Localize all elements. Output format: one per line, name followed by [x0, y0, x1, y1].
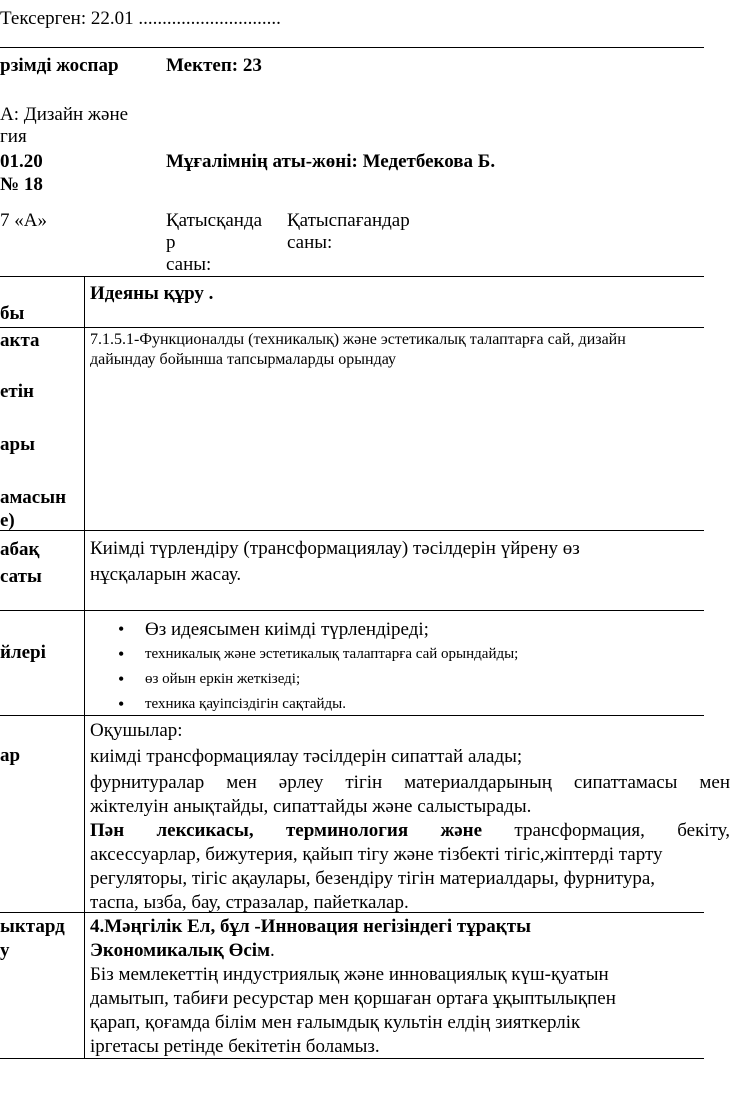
objectives-label: амасын	[0, 487, 67, 508]
objectives-label: е)	[0, 510, 15, 531]
objectives-label: ары	[0, 434, 35, 455]
criteria-text: регуляторы, тігіс ақаулары, безендіру тігін материалдары, фурнитура,	[90, 868, 656, 889]
class-label: 7 «А»	[0, 210, 47, 231]
list-item: • техника қауіпсіздігін сақтайды.	[118, 692, 518, 717]
values-label: ыктард	[0, 916, 65, 937]
values-title-line2	[90, 940, 275, 962]
list-item: • өз ойын еркін жеткізеді;	[118, 667, 518, 692]
values-title-dot: .	[270, 940, 275, 961]
absent-count-label: саны:	[287, 232, 333, 253]
table-bottom-border	[0, 1058, 84, 1059]
present-count-label: саны:	[166, 254, 212, 275]
lexicon-terms: трансформация, бекіту,	[482, 820, 730, 841]
lesson-goal-label: саты	[0, 566, 42, 587]
checked-by-line: Тексерген: 22.01 ..............................	[0, 8, 281, 29]
criteria-text: фурнитуралар мен әрлеу тігін материалдарының сипаттамасы мен	[90, 772, 730, 793]
list-item: • Өз идеясымен киімді түрлендіреді;	[118, 617, 518, 642]
objective-text: 7.1.5.1-Функционалды (техникалық) және эстетикалық талаптарға сай, дизайн	[90, 331, 626, 348]
absent-count-label: Қатыспағандар	[287, 210, 410, 231]
values-text: қарап, қоғамда білім мен ғалымдық культін елдің зияткерлік	[90, 1012, 581, 1033]
criteria-text: таспа, ызба, бау, стразалар, пайеткалар.	[90, 892, 409, 913]
objective-text: дайындау бойынша тапсырмаларды орындау	[90, 351, 396, 368]
values-title: Экономикалық Өсім	[90, 940, 271, 961]
teacher-name: Мұғалімнің аты-жөні: Медетбекова Б.	[166, 151, 496, 172]
values-title: 4.Мәңгілік Ел, бұл -Инновация негізіндегі тұрақты	[90, 916, 531, 937]
lesson-goal-text: нұсқаларын жасау.	[90, 564, 242, 585]
criteria-text: Оқушылар:	[90, 720, 183, 741]
present-count-label: Қатысқанда	[166, 210, 263, 231]
criteria-text: аксессуарлар, бижутерия, қайып тігу және тізбекті тігіс,жіптерді тарту	[90, 844, 663, 865]
row-divider	[0, 530, 704, 531]
table-bottom-border	[84, 1058, 704, 1059]
objectives-label: етін	[0, 381, 34, 402]
row-divider	[0, 327, 704, 328]
skills-list	[118, 617, 518, 717]
criteria-text: жіктелуін анықтайды, сипаттайды және салыстырады.	[90, 796, 532, 817]
values-label: у	[0, 940, 10, 961]
lesson-goal-label: абақ	[0, 539, 40, 560]
list-item: • техникалық және эстетикалық талаптарға сай орындайды;	[118, 642, 518, 667]
table-top-border	[0, 47, 704, 48]
column-divider	[84, 276, 85, 1058]
lexicon-heading: Пән лексикасы, терминология және	[90, 820, 483, 841]
topic-value: Идеяны құру .	[90, 283, 214, 304]
subject-line: А: Дизайн және	[0, 104, 129, 125]
plan-type-cell: рзімді жоспар	[0, 55, 119, 76]
topic-label: бы	[0, 303, 25, 324]
lesson-date: 01.20	[0, 151, 43, 172]
row-divider	[0, 276, 704, 277]
values-text: Біз мемлекеттің индустриялық және инновациялық күш-қуатын	[90, 964, 609, 985]
objectives-label: акта	[0, 330, 40, 351]
criteria-text: киімді трансформациялау тәсілдерін сипаттай алады;	[90, 746, 523, 767]
values-text: іргетасы ретінде бекітетін боламыз.	[90, 1036, 380, 1057]
lesson-goal-text: Киімді түрлендіру (трансформациялау) тәсілдерін үйрену өз	[90, 538, 580, 559]
values-text: дамытып, табиғи ресурстар мен қоршаған ортаға ұқыптылықпен	[90, 988, 616, 1009]
subject-line: гия	[0, 126, 27, 147]
school-cell: Мектеп: 23	[166, 55, 262, 76]
criteria-label: ар	[0, 745, 21, 766]
present-count-label: р	[166, 232, 176, 253]
lesson-number: № 18	[0, 174, 43, 195]
lexicon-line	[90, 820, 730, 842]
row-divider	[0, 610, 704, 611]
skills-label: йлері	[0, 642, 46, 663]
